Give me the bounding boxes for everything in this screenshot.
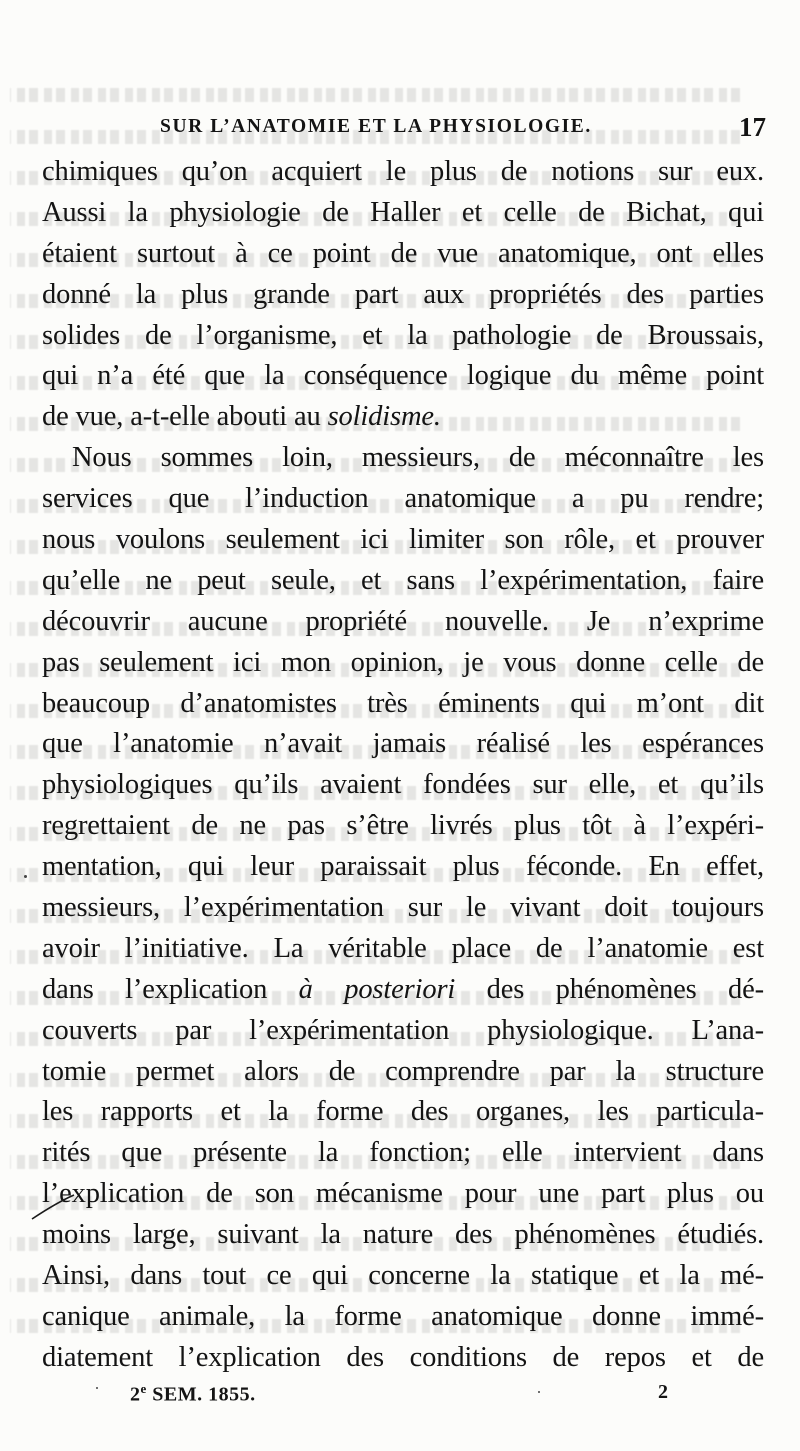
text-segment: de vue, a-t-elle abouti au [42, 401, 328, 433]
text-line: avoir l’initiative. La véritable place de l’anatomie est [42, 932, 764, 964]
text-line: découvrir aucune propriété nouvelle. Je n’exprime [42, 605, 764, 637]
text-line-with-emphasis [42, 970, 764, 1011]
text-line: chimiques qu’on acquiert le plus de notions sur eux. [42, 156, 764, 187]
text-line: regrettaient de ne pas s’être livrés plus tôt à l’expéri- [42, 810, 764, 842]
text-line: Aussi la physiologie de Haller et celle de Bichat, qui [42, 196, 764, 228]
ink-speck [24, 875, 27, 878]
text-line: mentation, qui leur paraissait plus féconde. En effet, [42, 851, 764, 883]
pen-mark [30, 1192, 76, 1222]
running-header [160, 112, 768, 148]
text-line: solides de l’organisme, et la pathologie de Broussais, [42, 319, 764, 351]
text-line: messieurs, l’expérimentation sur le vivant doit toujours [42, 892, 764, 924]
text-line: que l’anatomie n’avait jamais réalisé les espérances [42, 728, 764, 760]
sheet-number: 2 [658, 1381, 668, 1403]
body-text [42, 152, 764, 1379]
emphasis-solidisme: solidisme. [327, 401, 441, 433]
text-line: moins large, suivant la nature des phénomènes étudiés. [42, 1219, 764, 1251]
text-line: nous voulons seulement ici limiter son rôle, et prouver [42, 524, 764, 556]
text-line: canique animale, la forme anatomique donne immé- [42, 1300, 764, 1332]
text-line: physiologiques qu’ils avaient fondées sur elle, et qu’ils [42, 769, 764, 801]
text-line: beaucoup d’anatomistes très éminents qui m’ont dit [42, 687, 764, 719]
text-line: donné la plus grande part aux propriétés des parties [42, 278, 764, 310]
text-line: pas seulement ici mon opinion, je vous donne celle de [42, 646, 764, 678]
ink-speck [96, 1387, 98, 1389]
paragraph-start-line: Nous sommes loin, messieurs, de méconnaître les [72, 442, 764, 474]
text-line: l’explication de son mécanisme pour une part plus ou [42, 1178, 764, 1210]
emphasis-a-posteriori: à posteriori [298, 973, 456, 1005]
running-title: SUR L’ANATOMIE ET LA PHYSIOLOGIE. [160, 116, 592, 137]
page-number: 17 [739, 112, 766, 142]
text-segment: dans l’explication [42, 973, 299, 1005]
text-segment: des phénomènes dé- [455, 973, 764, 1005]
text-line: rités que présente la fonction; elle intervient dans [42, 1137, 764, 1169]
printer-signature: 2e SEM. 1855. [130, 1381, 256, 1406]
text-line: couverts par l’expérimentation physiologique. L’ana- [42, 1014, 764, 1046]
text-line: qu’elle ne peut seule, et sans l’expérimentation, faire [42, 564, 764, 596]
text-line: étaient surtout à ce point de vue anatomique, ont elles [42, 237, 764, 269]
text-line: les rapports et la forme des organes, les particula- [42, 1096, 764, 1128]
text-line: diatement l’explication des conditions de repos et de [42, 1341, 764, 1373]
paragraph-end-line [42, 397, 764, 438]
text-line: qui n’a été que la conséquence logique du même point [42, 360, 764, 392]
page-footer [130, 1381, 670, 1413]
text-line: tomie permet alors de comprendre par la structure [42, 1055, 764, 1087]
text-line: Ainsi, dans tout ce qui concerne la statique et la mé- [42, 1260, 764, 1292]
text-line: services que l’induction anatomique a pu rendre; [42, 483, 764, 515]
